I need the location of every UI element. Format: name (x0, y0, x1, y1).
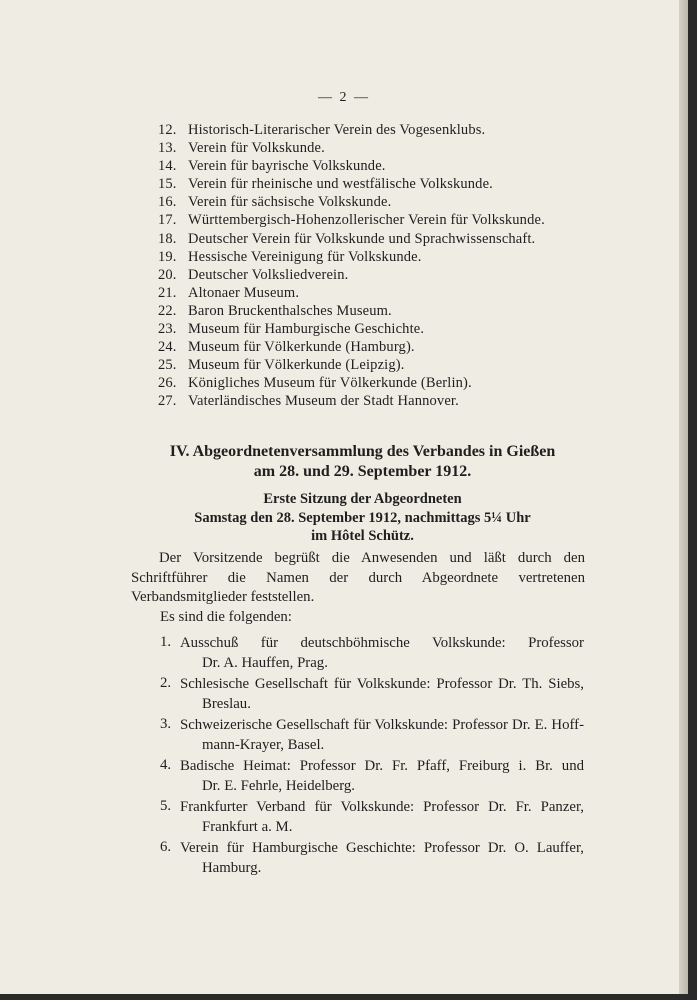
section-heading-line: IV. Abgeordnetenversammlung des Verbandes in Gießen (169, 443, 556, 460)
item-text: Deutscher Verein für Volkskunde und Sprachwissenschaft. (188, 230, 536, 247)
list-item (160, 716, 584, 755)
list-item (158, 121, 598, 139)
delegate-list (160, 634, 584, 880)
item-text-continued: Dr. A. Hauffen, Prag. (202, 654, 328, 671)
list-item (160, 798, 584, 837)
list-item (158, 157, 598, 175)
item-number: 25. (158, 357, 177, 374)
session-heading-line: Samstag den 28. September 1912, nachmittags 5¼ Uhr (194, 509, 531, 526)
item-text: Museum für Völkerkunde (Hamburg). (188, 339, 415, 356)
item-number: 18. (158, 230, 177, 247)
item-number: 17. (158, 212, 177, 229)
list-item (158, 248, 598, 266)
list-item (160, 757, 584, 796)
list-item (158, 302, 598, 320)
section-heading (14, 442, 697, 482)
list-item (160, 839, 584, 878)
list-item (158, 284, 598, 302)
item-number: 24. (158, 339, 177, 356)
list-item (158, 320, 598, 338)
list-item (158, 193, 598, 211)
list-item (158, 139, 598, 157)
list-item (158, 356, 598, 374)
item-text-continued: Breslau. (202, 695, 251, 712)
item-text: Verein für rheinische und westfälische Volkskunde. (188, 176, 493, 193)
item-number: 21. (158, 284, 177, 301)
item-text-continued: Dr. E. Fehrle, Heidelberg. (202, 777, 355, 794)
item-number: 3. (160, 716, 172, 732)
item-text: Deutscher Volksliedverein. (188, 266, 349, 283)
item-text: Altonaer Museum. (188, 284, 300, 301)
item-number: 23. (158, 321, 177, 338)
session-heading-line: Erste Sitzung der Abgeordneten (263, 491, 462, 507)
item-text: Badische Heimat: Professor Dr. Fr. Pfaff, Freiburg i. Br. und (180, 758, 584, 774)
item-text: Verein für Hamburgische Geschichte: Professor Dr. O. Lauffer, (180, 840, 584, 856)
list-item (158, 338, 598, 356)
list-item (158, 374, 598, 392)
page-number: — 2 — (318, 90, 370, 105)
item-text-continued: mann-Krayer, Basel. (202, 736, 325, 753)
item-text: Frankfurter Verband für Volkskunde: Professor Dr. Fr. Panzer, (180, 799, 584, 815)
item-text: Museum für Hamburgische Geschichte. (188, 321, 425, 338)
list-item (160, 634, 584, 673)
item-number: 22. (158, 302, 177, 319)
item-text: Vaterländisches Museum der Stadt Hannover. (188, 393, 459, 410)
list-item (158, 266, 598, 284)
item-number: 4. (160, 757, 172, 773)
item-number: 2. (160, 675, 172, 691)
item-number: 6. (160, 839, 172, 855)
item-text: Schlesische Gesellschaft für Volkskunde: Professor Dr. Th. Siebs, (180, 676, 584, 692)
item-number: 27. (158, 393, 177, 410)
list-item (160, 675, 584, 714)
item-text: Historisch-Literarischer Verein des Vogesenklubs. (188, 122, 486, 138)
item-text-continued: Hamburg. (202, 859, 262, 876)
item-text: Museum für Völkerkunde (Leipzig). (188, 357, 405, 374)
item-number: 19. (158, 248, 177, 265)
lead-in-paragraph: Es sind die folgenden: (160, 609, 292, 625)
item-number: 1. (160, 634, 172, 650)
item-number: 13. (158, 140, 177, 157)
section-heading-line: am 28. und 29. September 1912. (253, 463, 472, 480)
session-heading (14, 490, 697, 546)
item-text: Verein für sächsische Volkskunde. (188, 194, 392, 211)
item-number: 26. (158, 375, 177, 392)
list-item (158, 230, 598, 248)
item-text: Baron Bruckenthalsches Museum. (188, 302, 392, 319)
item-number: 15. (158, 176, 177, 193)
item-number: 12. (158, 122, 177, 138)
item-text: Württembergisch-Hohenzollerischer Verein für Volkskunde. (188, 212, 545, 229)
list-item (158, 175, 598, 193)
session-heading-line: im Hôtel Schütz. (311, 528, 414, 545)
item-text: Ausschuß für deutschböhmische Volkskunde: Professor (180, 635, 584, 651)
list-item (158, 211, 598, 229)
member-list (158, 121, 598, 411)
item-number: 16. (158, 194, 177, 211)
item-text-continued: Frankfurt a. M. (202, 818, 293, 835)
item-number: 14. (158, 158, 177, 175)
item-number: 5. (160, 798, 172, 814)
item-text: Verein für Volkskunde. (188, 140, 325, 157)
item-text: Königliches Museum für Völkerkunde (Berlin). (188, 375, 472, 392)
item-number: 20. (158, 266, 177, 283)
intro-paragraph: Der Vorsitzende begrüßt die Anwesenden und läßt durch den Schriftführer die Namen der durch Abgeordnete vertretenen Verbandsmitglieder feststellen. (131, 550, 585, 605)
list-item (158, 392, 598, 410)
item-text: Hessische Vereinigung für Volkskunde. (188, 248, 422, 265)
item-text: Verein für bayrische Volkskunde. (188, 158, 386, 175)
item-text: Schweizerische Gesellschaft für Volkskunde: Professor Dr. E. Hoff- (180, 717, 584, 733)
